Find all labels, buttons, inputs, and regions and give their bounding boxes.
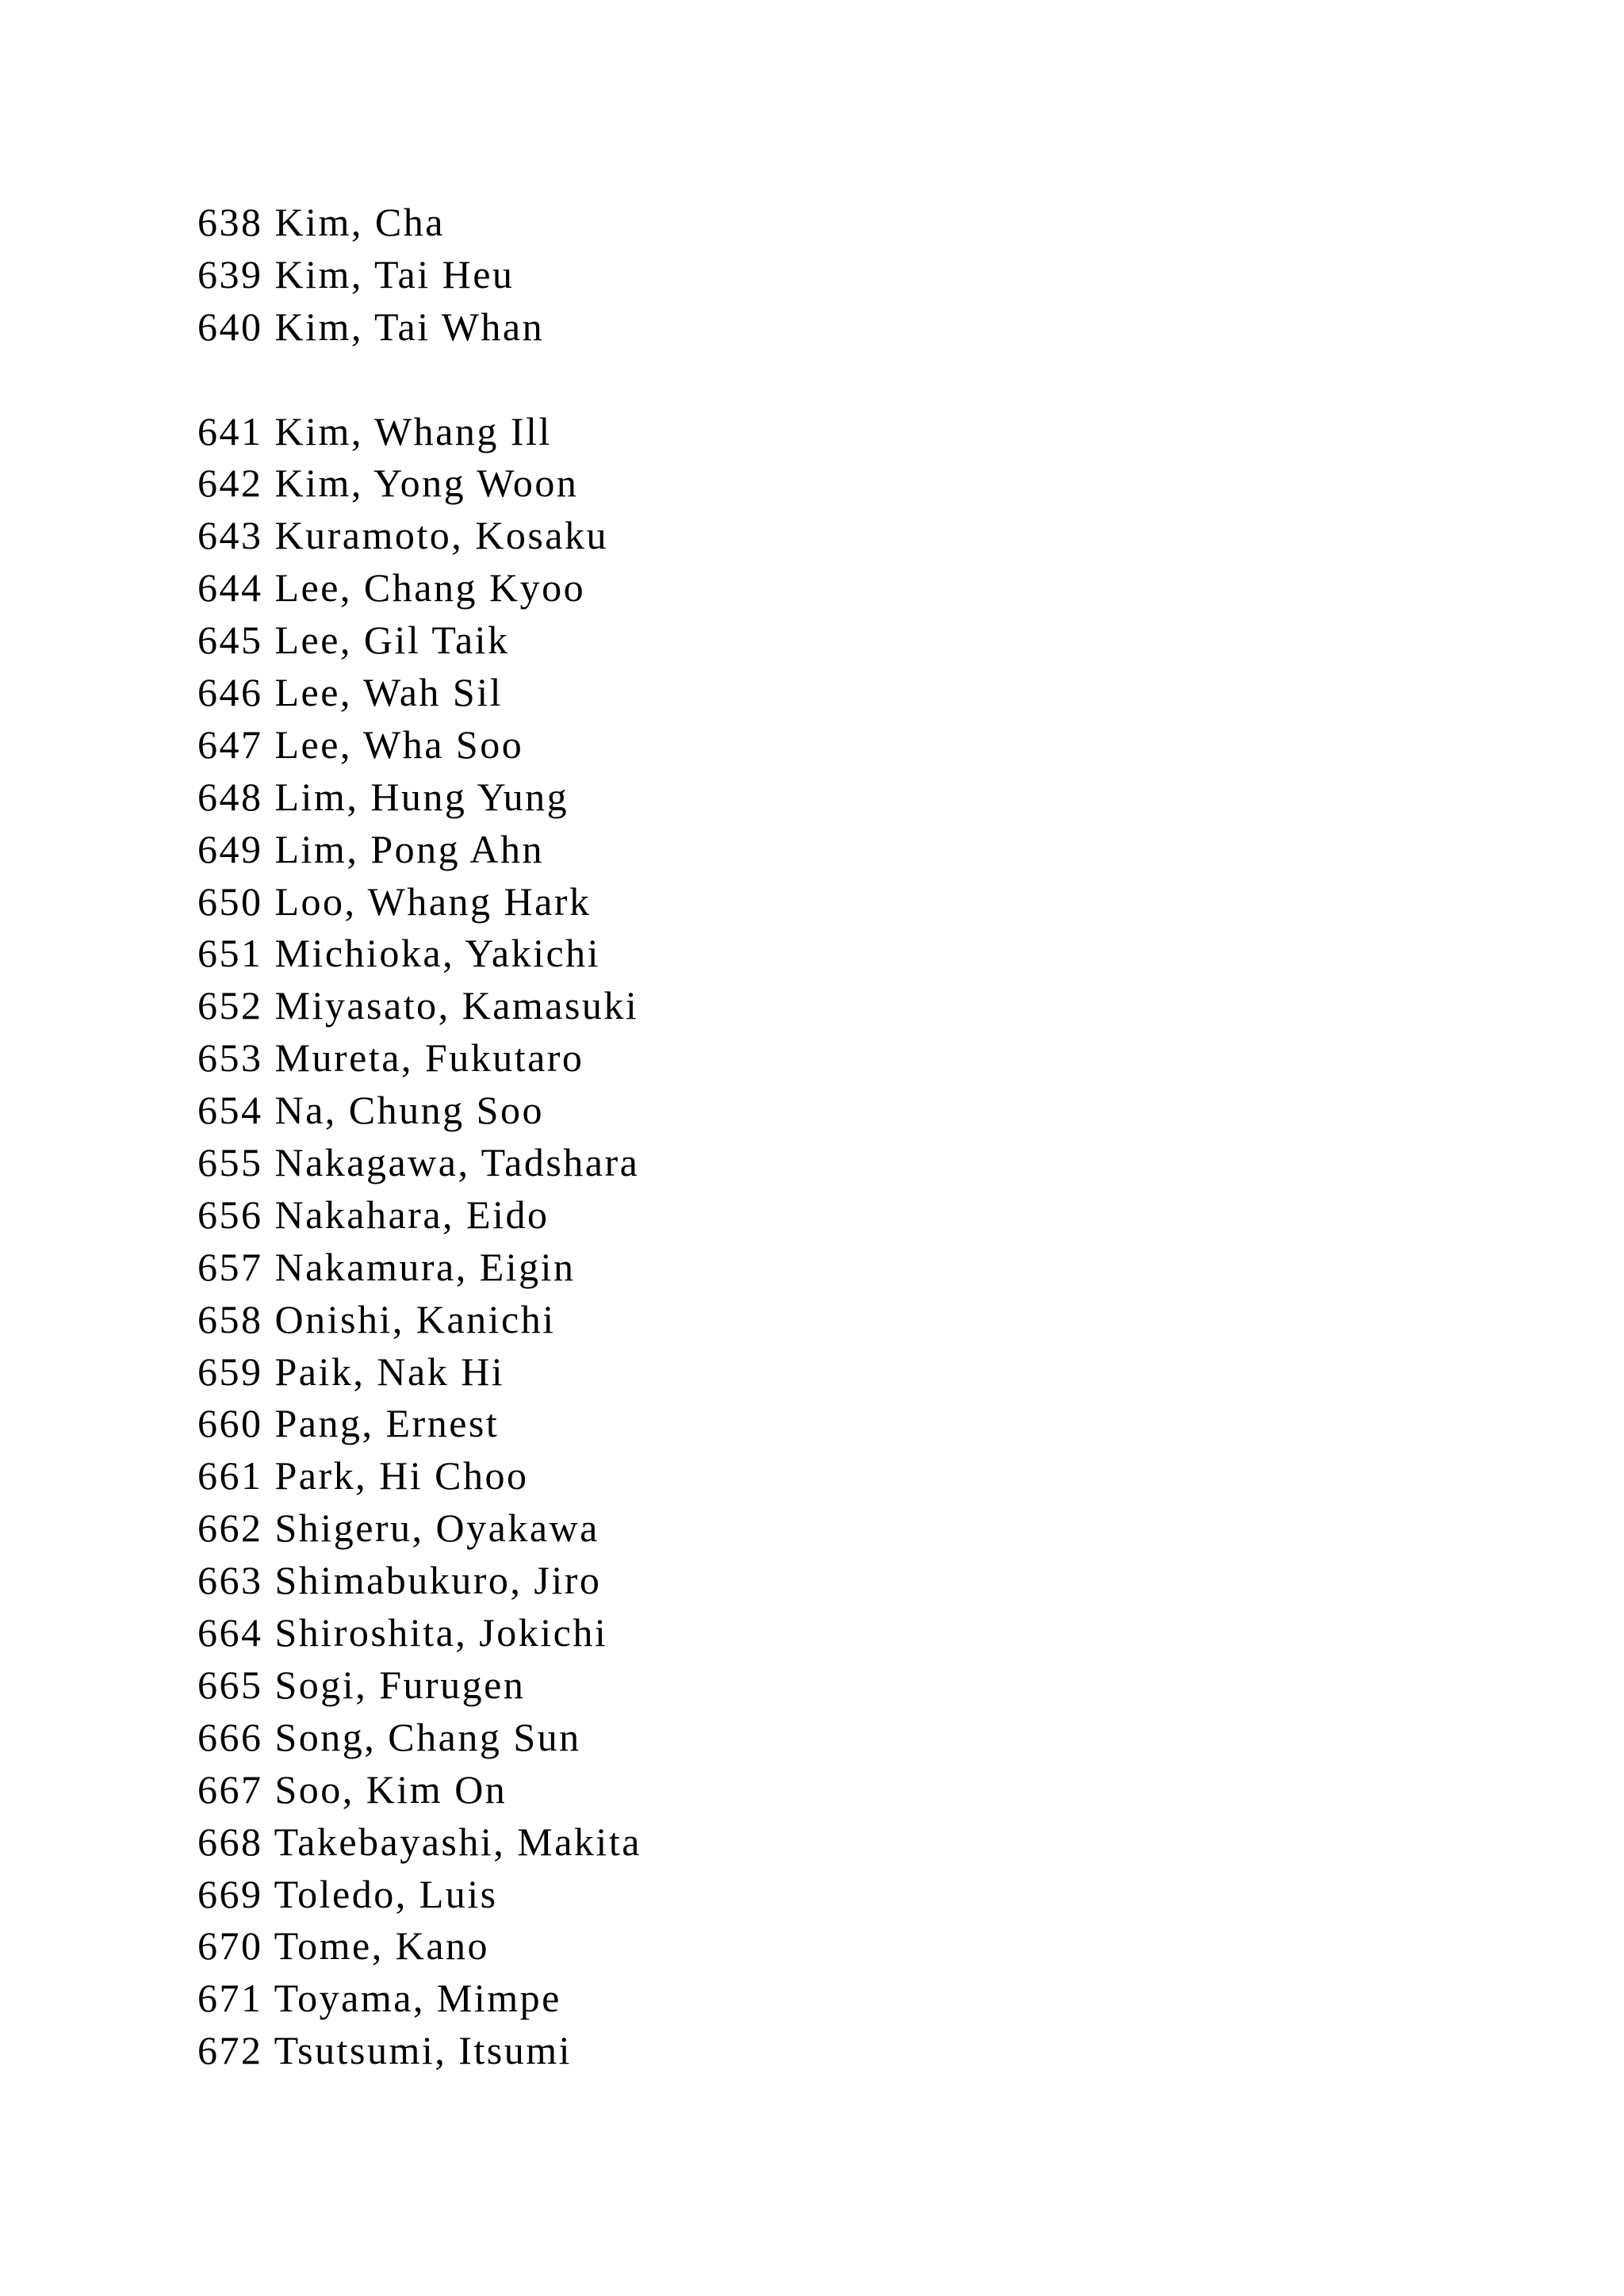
list-item [197, 980, 642, 1032]
entry-name: Onishi, Kanichi [274, 1296, 556, 1341]
list-item [197, 1764, 642, 1816]
entry-name: Lim, Hung Yung [274, 774, 569, 819]
entry-number: 638 [197, 200, 263, 244]
entry-name: Kim, Whang Ill [274, 408, 552, 453]
name-list [197, 197, 642, 2077]
list-item [197, 1242, 642, 1294]
entry-number: 667 [197, 1766, 263, 1812]
entry-number: 642 [197, 461, 263, 506]
entry-name: Toledo, Luis [274, 1871, 498, 1916]
entry-number: 650 [197, 878, 263, 924]
list-item [197, 1085, 642, 1137]
entry-number: 656 [197, 1192, 263, 1237]
list-item [197, 928, 642, 980]
entry-number: 663 [197, 1558, 263, 1603]
list-item [197, 1869, 642, 1921]
list-item [197, 1137, 642, 1189]
entry-number: 664 [197, 1610, 263, 1655]
list-item [197, 1398, 642, 1450]
entry-name: Paik, Nak Hi [274, 1349, 505, 1394]
list-item [197, 2025, 642, 2077]
entry-number: 669 [197, 1871, 263, 1916]
entry-name: Nakahara, Eido [274, 1192, 550, 1237]
entry-name: Toyama, Mimpe [274, 1976, 561, 2021]
entry-name: Shigeru, Oyakawa [274, 1506, 599, 1551]
entry-number: 645 [197, 618, 263, 663]
list-item [197, 1189, 642, 1242]
entry-number: 655 [197, 1140, 263, 1185]
entry-name: Nakamura, Eigin [274, 1244, 576, 1289]
entry-number: 662 [197, 1506, 263, 1551]
entry-number: 657 [197, 1244, 263, 1289]
list-item [197, 719, 642, 771]
entry-number: 671 [197, 1976, 263, 2021]
entry-name: Lee, Chang Kyoo [274, 565, 586, 610]
entry-number: 641 [197, 408, 263, 453]
entry-number: 648 [197, 774, 263, 819]
entry-number: 672 [197, 2028, 263, 2073]
entry-number: 660 [197, 1401, 263, 1446]
entry-number: 654 [197, 1088, 263, 1133]
entry-number: 651 [197, 931, 263, 976]
entry-name: Miyasato, Kamasuki [274, 983, 639, 1028]
list-item [197, 614, 642, 667]
list-item [197, 1920, 642, 1973]
list-item [197, 249, 642, 301]
list-item [197, 1607, 642, 1659]
entry-number: 670 [197, 1923, 263, 1969]
entry-number: 649 [197, 826, 263, 871]
list-item [197, 510, 642, 562]
entry-name: Na, Chung Soo [274, 1088, 544, 1133]
entry-name: Kuramoto, Kosaku [274, 513, 608, 558]
list-item [197, 457, 642, 510]
entry-name: Mureta, Fukutaro [274, 1035, 584, 1081]
entry-name: Kim, Cha [274, 200, 445, 244]
list-item [197, 1450, 642, 1502]
entry-name: Lee, Wah Sil [274, 670, 503, 715]
list-item [197, 562, 642, 614]
entry-number: 666 [197, 1714, 263, 1759]
entry-number: 658 [197, 1296, 263, 1341]
entry-number: 646 [197, 670, 263, 715]
entry-number: 647 [197, 721, 263, 767]
list-item [197, 406, 642, 458]
list-item [197, 1032, 642, 1085]
entry-name: Kim, Tai Heu [274, 251, 515, 297]
entry-name: Lim, Pong Ahn [274, 826, 544, 871]
entry-number: 640 [197, 304, 263, 349]
entry-name: Michioka, Yakichi [274, 931, 601, 976]
list-item [197, 1712, 642, 1764]
entry-number: 659 [197, 1349, 263, 1394]
list-item [197, 1502, 642, 1555]
entry-name: Tome, Kano [274, 1923, 490, 1969]
entry-name: Pang, Ernest [274, 1401, 500, 1446]
list-item [197, 771, 642, 824]
entry-name: Kim, Yong Woon [274, 461, 579, 506]
list-item [197, 667, 642, 719]
entry-name: Tsutsumi, Itsumi [274, 2028, 573, 2073]
entry-number: 644 [197, 565, 263, 610]
list-item [197, 301, 642, 354]
entry-name: Shiroshita, Jokichi [274, 1610, 608, 1655]
entry-name: Lee, Wha Soo [274, 721, 524, 767]
entry-name: Kim, Tai Whan [274, 304, 545, 349]
list-item [197, 1659, 642, 1712]
entry-number: 652 [197, 983, 263, 1028]
entry-name: Soo, Kim On [274, 1766, 508, 1812]
entry-name: Park, Hi Choo [274, 1453, 529, 1498]
entry-name: Shimabukuro, Jiro [274, 1558, 602, 1603]
list-item [197, 824, 642, 876]
entry-number: 668 [197, 1819, 263, 1864]
entry-name: Takebayashi, Makita [274, 1819, 642, 1864]
list-item [197, 1346, 642, 1399]
list-item [197, 876, 642, 928]
list-item [197, 1816, 642, 1869]
list-item [197, 1973, 642, 2025]
entry-number: 653 [197, 1035, 263, 1081]
entry-name: Song, Chang Sun [274, 1714, 581, 1759]
entry-name: Lee, Gil Taik [274, 618, 510, 663]
list-item [197, 1294, 642, 1346]
list-item [197, 1555, 642, 1607]
entry-number: 661 [197, 1453, 263, 1498]
entry-number: 639 [197, 251, 263, 297]
entry-name: Sogi, Furugen [274, 1662, 526, 1707]
list-item [197, 197, 642, 249]
entry-number: 665 [197, 1662, 263, 1707]
entry-number: 643 [197, 513, 263, 558]
entry-name: Loo, Whang Hark [274, 878, 592, 924]
entry-name: Nakagawa, Tadshara [274, 1140, 640, 1185]
